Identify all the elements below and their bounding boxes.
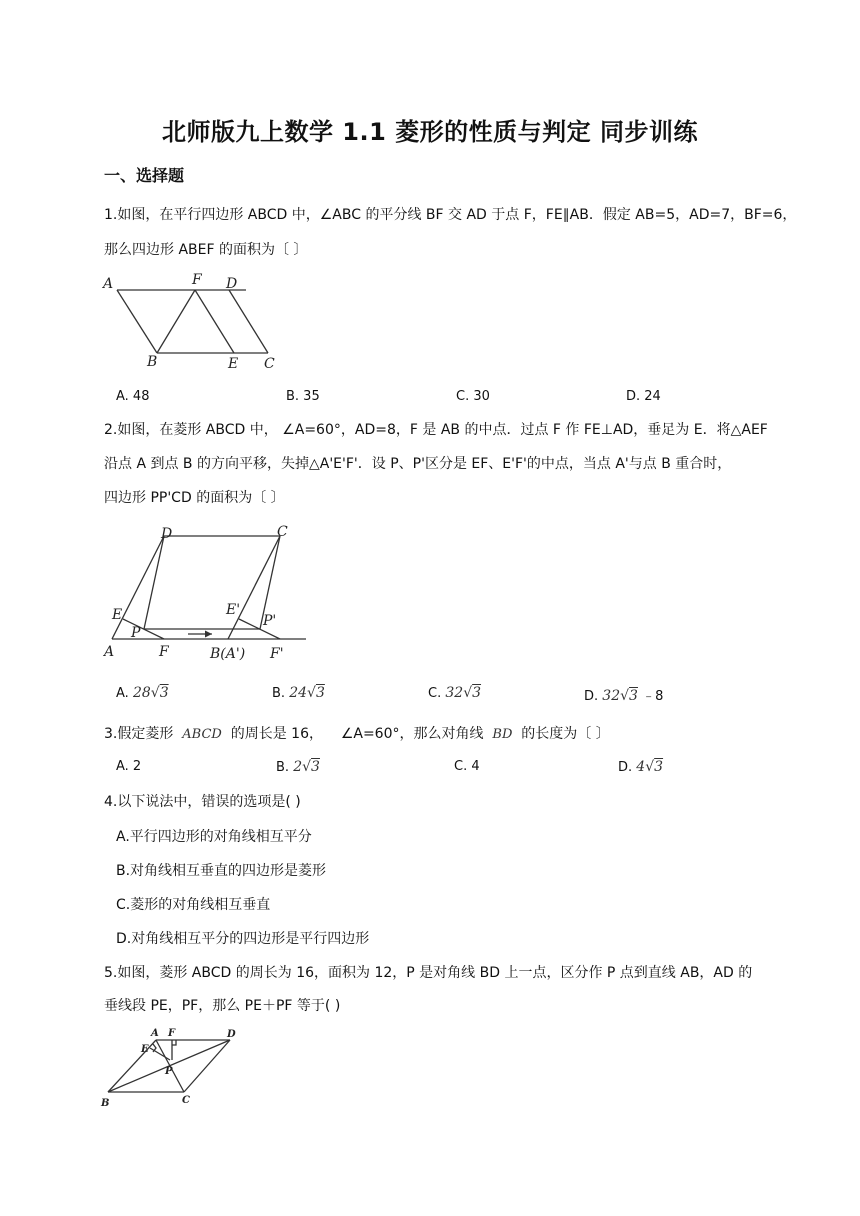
q1-option-a[interactable]: A. 48 (116, 389, 150, 404)
q3-option-a[interactable]: A. 2 (116, 759, 142, 774)
q2-label-b-a-prime: B(A') (210, 646, 246, 662)
q1-option-d[interactable]: D. 24 (626, 389, 661, 404)
q2-option-b[interactable] (272, 685, 325, 701)
q2-label-c: C (277, 524, 288, 540)
q3-option-d-value: 4√3 (636, 759, 664, 775)
q2-label-e: E (112, 607, 123, 623)
q3-option-d[interactable]: D. 4√3 (618, 759, 664, 775)
q2-label-d: D (161, 526, 173, 542)
q1-label-b: B (147, 354, 158, 370)
q1-stem-line2: 那么四边形 ABEF 的面积为〔 〕 (104, 242, 308, 258)
q2-label-f-prime: F' (270, 646, 284, 662)
section-heading: 一、选择题 (104, 166, 185, 185)
q2-option-a[interactable] (116, 685, 169, 701)
q2-label-p: P (131, 625, 141, 641)
q2-option-d-value: 32√3 (602, 688, 638, 704)
q5-label-c: C (182, 1095, 190, 1106)
q2-stem-line2: 沿点 A 到点 B 的方向平移，失掉△A'E'F'．设 P、P'区分是 EF、E'F'的中点，当点 A'与点 B 重合时， (104, 456, 732, 472)
q2-option-d[interactable] (584, 685, 663, 704)
q5-label-d: D (227, 1029, 236, 1040)
page-title: 北师版九上数学 1.1 菱形的性质与判定 同步训练 (161, 118, 699, 146)
q3-stem: 3.假定菱形 ABCD 的周长是 16， ∠A=60°，那么对角线 BD 的长度为〔 〕 (104, 726, 610, 742)
q1-label-e: E (228, 356, 239, 372)
q4-option-a[interactable]: A.平行四边形的对角线相互平分 (116, 829, 312, 845)
q5-label-b: B (101, 1098, 110, 1107)
q3-option-c[interactable]: C. 4 (454, 759, 480, 774)
q2-option-c[interactable] (428, 685, 481, 701)
q2-figure (100, 518, 310, 663)
q5-label-p: P (165, 1066, 173, 1077)
q5-stem-line1: 5.如图，菱形 ABCD 的周长为 16，面积为 12，P 是对角线 BD 上一点，区分作 P 点到直线 AB，AD 的 (104, 965, 753, 981)
q2-stem-line3: 四边形 PP'CD 的面积为〔 〕 (104, 490, 285, 506)
q2-option-d-letter: D. (584, 689, 599, 704)
q1-option-c[interactable]: C. 30 (456, 389, 490, 404)
q2-option-b-value: 24√3 (289, 685, 325, 701)
q3-option-b-value: 2√3 (293, 759, 320, 775)
q2-option-c-letter: C. (428, 686, 442, 701)
q5-label-e: E (141, 1044, 149, 1055)
q5-stem-line2: 垂线段 PE，PF，那么 PE＋PF 等于( ) (104, 998, 341, 1014)
q1-stem-line1: 1.如图，在平行四边形 ABCD 中，∠ABC 的平分线 BF 交 AD 于点 F，FE∥AB．假定 AB=5，AD=7，BF=6， (104, 207, 797, 223)
q1-label-d: D (226, 276, 238, 292)
q3-option-b[interactable]: B. 2√3 (276, 759, 320, 775)
q2-label-p-prime: P' (263, 613, 277, 629)
q1-figure (100, 272, 290, 372)
q4-stem: 4.以下说法中，错误的选项是( ) (104, 794, 301, 810)
q2-option-b-letter: B. (272, 686, 286, 701)
q5-label-a: A (151, 1028, 159, 1039)
q2-option-c-value: 32√3 (445, 685, 482, 701)
q2-label-a: A (104, 644, 115, 660)
q1-option-b[interactable]: B. 35 (286, 389, 320, 404)
q4-option-b[interactable]: B.对角线相互垂直的四边形是菱形 (116, 863, 327, 879)
q1-label-f: F (192, 272, 202, 288)
q2-label-e-prime: E' (226, 602, 241, 618)
q2-stem-line1: 2.如图，在菱形 ABCD 中， ∠A=60°，AD=8，F 是 AB 的中点．过点 F 作 FE⊥AD，垂足为 E．将△AEF (104, 422, 768, 438)
q5-figure (98, 1022, 248, 1107)
q2-option-a-letter: A. (116, 686, 129, 701)
q4-option-d[interactable]: D.对角线相互平分的四边形是平行四边形 (116, 931, 370, 947)
q2-label-f: F (159, 644, 169, 660)
q2-option-a-value: 28√3 (132, 685, 169, 701)
q2-option-d-suffix: ﹣8 (642, 689, 664, 704)
q5-label-f: F (168, 1028, 176, 1039)
q1-label-c: C (264, 356, 275, 372)
q4-option-c[interactable]: C.菱形的对角线相互垂直 (116, 897, 271, 913)
q1-label-a: A (103, 276, 114, 292)
